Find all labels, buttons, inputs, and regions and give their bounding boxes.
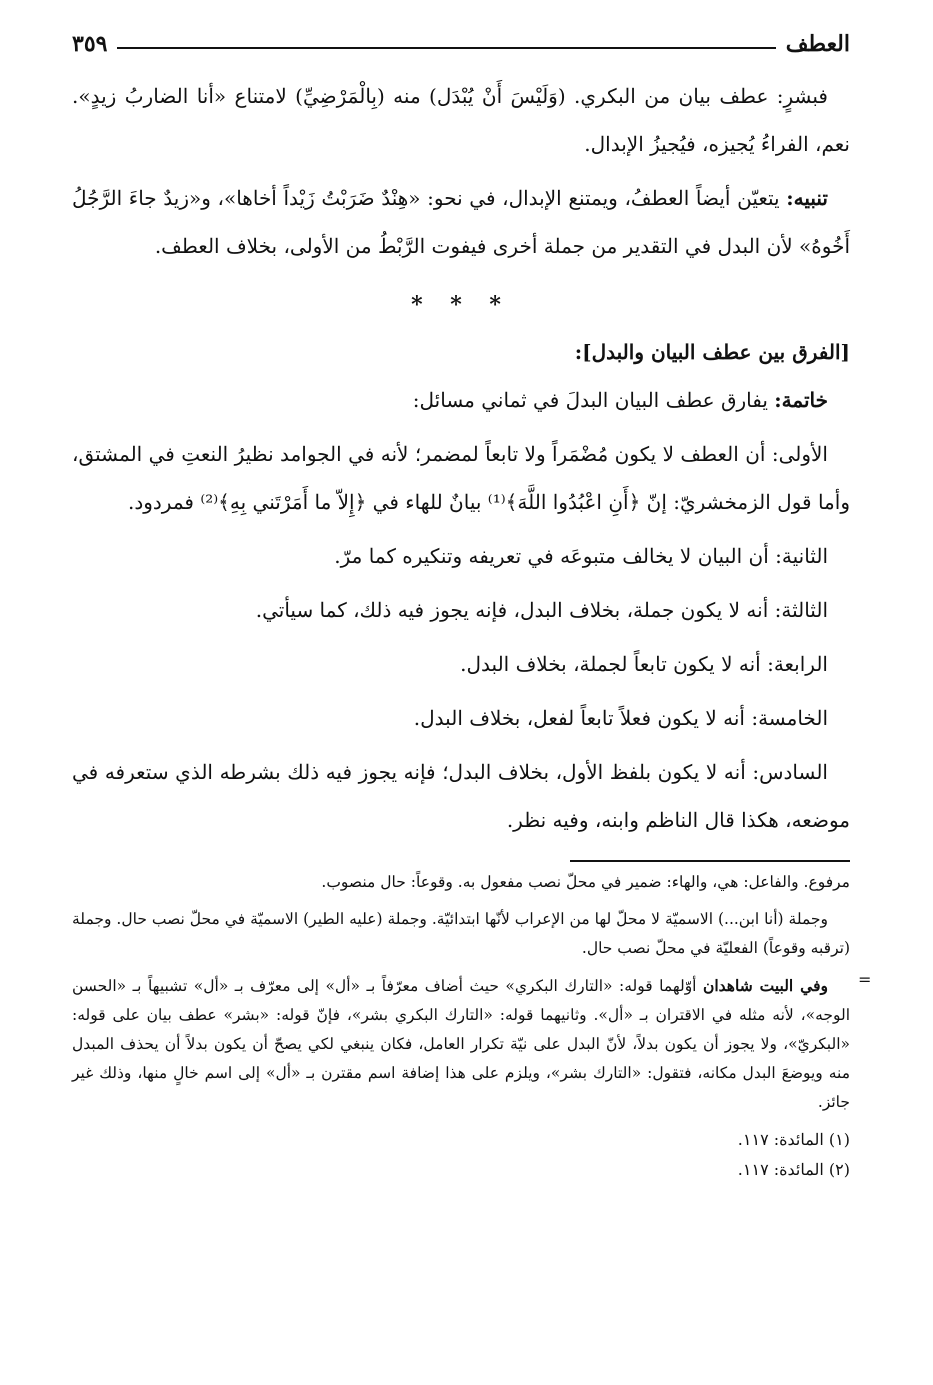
issue-first: الأولى: أن العطف لا يكون مُضْمَراً ولا تابعاً لمضمر؛ لأنه في الجوامد نظيرُ النعتِ في المشتق، وأما قول الزمخشريّ: إنّ ﴿أَنِ اعْبُدُوا اللَّهَ﴾⁽¹⁾ بيانٌ للهاء في ﴿إِلاّ ما أَمَرْتَني بِهِ﴾⁽²⁾ فمردود. <box>72 442 850 514</box>
footnote-shahid <box>72 971 850 1117</box>
issue-third: الثالثة: أنه لا يكون جملة، بخلاف البدل، فإنه يجوز فيه ذلك، كما سيأتي. <box>255 598 828 622</box>
footnotes <box>72 868 850 1185</box>
section-separator: * * * <box>411 292 511 318</box>
footnote-ref-2: (٢) المائدة: ١١٧. <box>737 1160 850 1179</box>
paragraph-bishr: فبشرٍ: عطف بيان من البكري. (وَلَيْسَ أَنْ يُبْدَل) منه (بِالْمَرْضِيِّ) لامتناع «أنا الضاربُ زيدٍ». نعم، الفراءُ يُجيزه، فيُجيزُ الإبدال. <box>72 84 850 156</box>
paragraph-khatima <box>72 376 850 424</box>
issue-fourth: الرابعة: أنه لا يكون تابعاً لجملة، بخلاف البدل. <box>460 652 828 676</box>
issue-second: الثانية: أن البيان لا يخالف متبوعَه في تعريفه وتنكيره كما مرّ. <box>334 544 828 568</box>
chapter-title: العطف <box>785 31 850 57</box>
issue-sixth: السادس: أنه لا يكون بلفظ الأول، بخلاف البدل؛ فإنه يجوز فيه ذلك بشرطه الذي ستعرفه في موضعه، هكذا قال الناظم وابنه، وفيه نظر. <box>72 760 850 832</box>
running-header <box>72 24 850 64</box>
paragraph-tanbih <box>72 174 850 270</box>
section-heading: [الفرق بين عطف البيان والبدل]: <box>574 340 850 364</box>
book-page <box>72 24 850 1185</box>
continuation-mark: = <box>858 970 872 989</box>
footnote-ref-1: (١) المائدة: ١١٧. <box>737 1130 850 1149</box>
footnote-divider <box>570 860 850 862</box>
tanbih-text: يتعيّن أيضاً العطفُ، ويمتنع الإبدال، في نحو: «هِنْدٌ ضَرَبْتُ زَيْداً أخاها»، و«زيدٌ جاءَ الرَّجُلُ أَخُوهُ» لأن البدل في التقدير من جملة أخرى فيفوت الرَّبْطُ من الأولى، بخلاف العطف. <box>72 186 850 258</box>
khatima-label: خاتمة: <box>774 388 828 412</box>
shahid-label: وفي البيت شاهدان <box>702 976 828 995</box>
shahid-text: أوّلهما قوله: «التارك البكري» حيث أضاف معرّفاً بـ «أل» إلى معرّف بـ «أل» تشبيهاً بـ «الحسن الوجه»، لأنه مثله في الاقتران بـ «أل». وثانيهما قوله: «التارك البكري بشر»، فإنّ قوله: «بشر» عطف بيان على قوله: «البكريّ»، ولا يجوز أن يكون بدلاً، لأنّ البدل على نيّة تكرار العامل، فكان ينبغي لكي يصحّ أن يكون بدلاً أن يحذف المبدل منه ويوضعَ البدل مكانه، فتقول: «التارك بشر»، ويلزم على هذا إضافة اسم مقترن بـ «أل» إلى اسم خالٍ منها، وذلك غير جائز. <box>72 977 850 1111</box>
footnote-jumla: وجملة (أنا ابن...) الاسميّة لا محلّ لها من الإعراب لأنّها ابتدائيّة. وجملة (عليه الطير) الاسميّة في محلّ نصب حال. وجملة (ترقبه وقوعاً) الفعليّة في محلّ نصب حال. <box>72 910 850 957</box>
khatima-text: يفارق عطف البيان البدلَ في ثماني مسائل: <box>412 388 775 412</box>
issue-fifth: الخامسة: أنه لا يكون فعلاً تابعاً لفعل، بخلاف البدل. <box>413 706 828 730</box>
main-text <box>72 72 850 844</box>
footnote-continued: مرفوع. والفاعل: هي، والهاء: ضمير في محلّ نصب مفعول به. وقوعاً: حال منصوب. <box>321 873 850 891</box>
tanbih-label: تنبيه: <box>786 186 828 210</box>
header-rule <box>117 47 775 49</box>
page-number: ٣٥٩ <box>72 31 108 57</box>
